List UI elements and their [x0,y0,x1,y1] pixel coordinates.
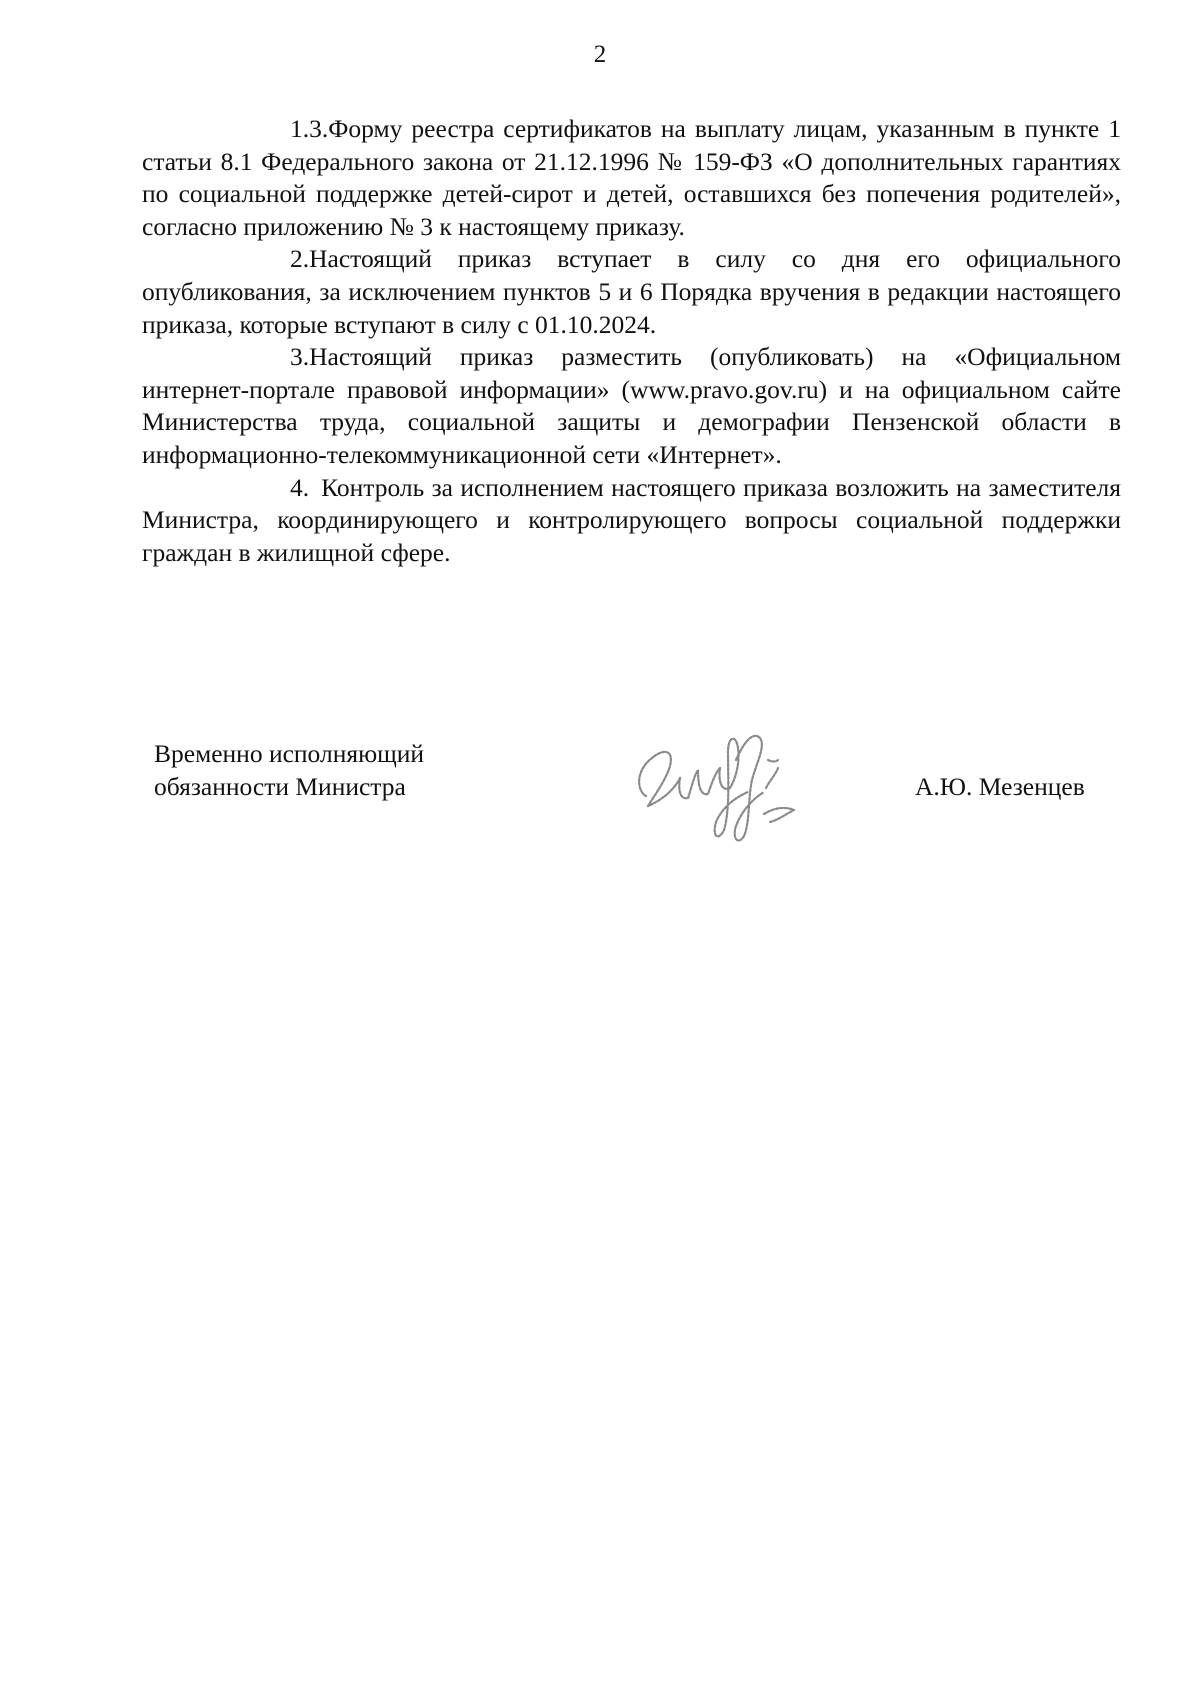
paragraph-1-3 [142,113,1121,243]
paragraph-4 [142,472,1121,570]
paragraph-number: 3. [290,342,310,372]
paragraph-text: Контроль за исполнением настоящего приказа возложить на заместителя Министра, координирующего и контролирующего вопросы социальной поддержки граждан в жилищной сфере. [142,472,1121,567]
signer-title-line-1: Временно исполняющий [154,739,425,768]
signature-block [0,738,1200,878]
paragraph-number: 1.3. [290,114,329,143]
signer-title [154,738,424,803]
paragraph-number: 4. [290,472,310,502]
page-number: 2 [593,41,607,68]
handwritten-signature [618,718,808,853]
paragraph-text: Настоящий приказ вступает в силу со дня его официального опубликования, за исключением пунктов 5 и 6 Порядка вручения в редакции настоящего приказа, которые вступают в силу с 01.10.2024. [142,244,1121,339]
paragraph-2 [142,243,1121,341]
document-body [142,113,1121,569]
paragraph-number: 2. [290,244,310,274]
paragraph-text: Настоящий приказ разместить (опубликовать) на «Официальном интернет-портале правовой информации» (www.pravo.gov.ru) и на официальном сайте Министерства труда, социальной защиты и демографии Пензенской области в информационно-телекоммуникационной сети «Интернет». [142,342,1121,469]
paragraph-text: Форму реестра сертификатов на выплату лицам, указанным в пункте 1 статьи 8.1 Федерального закона от 21.12.1996 № 159-ФЗ «О дополнительных гарантиях по социальной поддержке детей-сирот и детей, оставшихся без попечения родителей», согласно приложению № 3 к настоящему приказу. [142,114,1121,241]
paragraph-3 [142,341,1121,471]
signer-name: А.Ю. Мезенцев [915,772,1085,801]
signer-title-line-2: обязанности Министра [154,771,406,801]
